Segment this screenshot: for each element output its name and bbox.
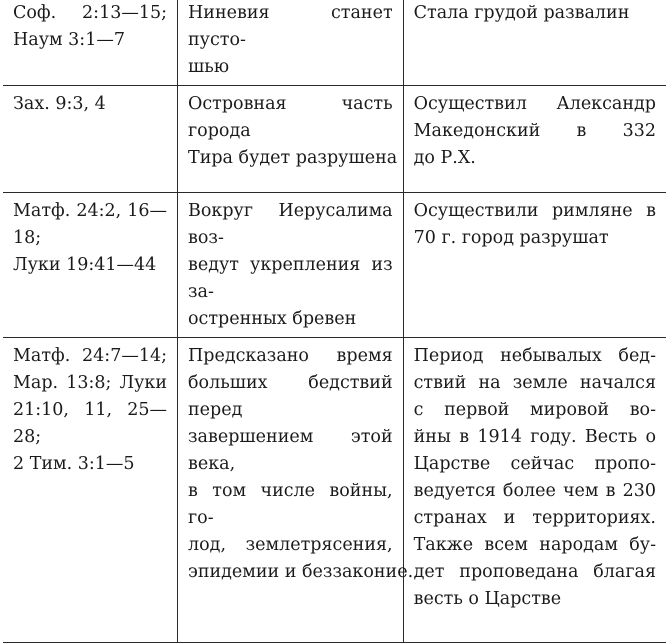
- fulfillment-line: 70 г. город разрушат: [413, 228, 609, 248]
- fulfillment-line: Стала грудой развалин: [413, 3, 630, 23]
- prophecy-line: Островная часть города: [188, 94, 393, 141]
- fulfillment-cell: [403, 0, 666, 86]
- fulfillment-line: ведуется более чем в 230: [413, 481, 656, 501]
- fulfillment-line: весть о Царстве: [413, 589, 562, 609]
- prophecy-line: ведут укрепления из за-: [188, 255, 393, 302]
- fulfillment-line: странах и территориях.: [413, 508, 656, 528]
- fulfillment-line: ствий на земле начался: [413, 373, 656, 393]
- prophecy-table: [3, 0, 666, 643]
- prophecy-line: Ниневия станет пусто-: [188, 3, 393, 50]
- table-row: [3, 0, 666, 86]
- fulfillment-line: Македонский в 332: [413, 121, 656, 141]
- fulfillment-cell: [403, 338, 666, 643]
- reference-line: Мар. 13:8; Луки: [13, 373, 168, 393]
- reference-line: Луки 19:41—44: [13, 255, 157, 275]
- table-row: [3, 338, 666, 643]
- fulfillment-line: йны в 1914 году. Весть о: [413, 427, 656, 447]
- reference-line: Зах. 9:3, 4: [13, 94, 106, 114]
- table-row: [3, 193, 666, 338]
- prophecy-line: остренных бревен: [188, 309, 357, 329]
- fulfillment-line: Царстве сейчас пропо-: [413, 454, 656, 474]
- reference-cell: [3, 338, 178, 643]
- prophecy-cell: [178, 193, 404, 338]
- fulfillment-line: дет проповедана благая: [413, 562, 656, 582]
- prophecy-line: эпидемии и беззаконие.: [188, 562, 414, 582]
- fulfillment-line: Осуществили римляне в: [413, 201, 656, 221]
- prophecy-cell: [178, 338, 414, 643]
- fulfillment-cell: [403, 86, 666, 193]
- reference-cell: [3, 0, 178, 86]
- prophecy-line: Предсказано время: [188, 346, 393, 366]
- table-row: [3, 86, 666, 193]
- reference-line: Соф. 2:13—15;: [13, 3, 168, 23]
- reference-line: 2 Тим. 3:1—5: [13, 454, 135, 474]
- reference-cell: [3, 86, 178, 193]
- fulfillment-line: Также всем народам бу-: [413, 535, 656, 555]
- prophecy-line: шью: [188, 57, 230, 77]
- reference-line: Наум 3:1—7: [13, 30, 125, 50]
- reference-line: Матф. 24:7—14;: [13, 346, 168, 366]
- fulfillment-line: с первой мировой во-: [413, 400, 656, 420]
- fulfillment-line: до Р.Х.: [413, 148, 476, 168]
- prophecy-line: больших бедствий перед: [188, 373, 393, 420]
- prophecy-cell: [178, 0, 404, 86]
- prophecy-line: лод, землетрясения,: [188, 535, 393, 555]
- fulfillment-line: Период небывалых бед-: [413, 346, 656, 366]
- prophecy-line: Тира будет разрушена: [188, 148, 398, 168]
- prophecy-line: Вокруг Иерусалима воз-: [188, 201, 393, 248]
- reference-line: Матф. 24:2, 16—18;: [13, 201, 168, 248]
- prophecy-cell: [178, 86, 404, 193]
- prophecy-line: в том числе войны, го-: [188, 481, 393, 528]
- prophecy-line: завершением этой века,: [188, 427, 393, 474]
- fulfillment-line: Осуществил Александр: [413, 94, 656, 114]
- reference-line: 21:10, 11, 25—28;: [13, 400, 168, 447]
- reference-cell: [3, 193, 178, 338]
- fulfillment-cell: [403, 193, 666, 338]
